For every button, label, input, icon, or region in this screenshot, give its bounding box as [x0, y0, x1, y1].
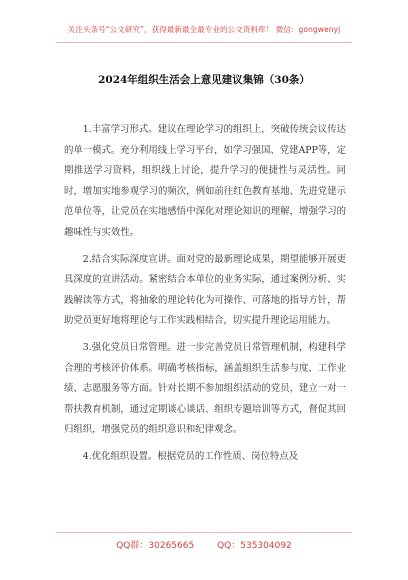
paragraph-1: 1.丰富学习形式。建议在理论学习的组织上，突破传统会议传达的单一模式。充分利用线上学习平台，如学习强国、党建APP等，定期推送学习资料，组织线上讨论，提升学习的便捷性与灵活性。同时，增加实地参观学习的频次，例如前往红色教育基地、先进党建示范单位等，让党员在实地感悟中深化对理论知识的理解，增强学习的趣味性与实效性。	[64, 124, 346, 238]
header-divider	[56, 42, 352, 43]
footer	[0, 538, 408, 551]
paragraph-3: 3.强化党员日常管理。进一步完善党员日常管理机制，构建科学合理的考核评价体系。明确考核指标，涵盖组织生活参与度、工作业绩、志愿服务等方面。针对长期不参加组织活动的党员，建立一对一帮扶教育机制，通过定期谈心谈话、组织专题培训等方式，督促其回归组织，增强党员的组织意识和纪律观念。	[64, 341, 346, 436]
footer-divider	[56, 532, 352, 533]
paragraph-2: 2.结合实际深度宣讲。面对党的最新理论成果，期望能够开展更具深度的宣讲活动。紧密结合本单位的业务实际，通过案例分析、实践解读等方式，将抽象的理论转化为可操作、可落地的指导方针，帮助党员更好地将理论与工作实践相结合，切实提升理论运用能力。	[64, 253, 346, 327]
paragraph-4: 4.优化组织设置。根据党员的工作性质、岗位特点及	[82, 450, 298, 462]
document-title: 2024年组织生活会上意见建议集锦（30条）	[98, 74, 310, 86]
footer-qq-number: QQ：535304092	[217, 541, 292, 551]
document-body	[64, 120, 346, 474]
footer-qq-group: QQ群：30265665	[116, 541, 195, 551]
header-banner: 关注头条号“公文研究”，获得最新最全最专业的公文资料库！ 微信：gongwenyj	[67, 25, 341, 34]
